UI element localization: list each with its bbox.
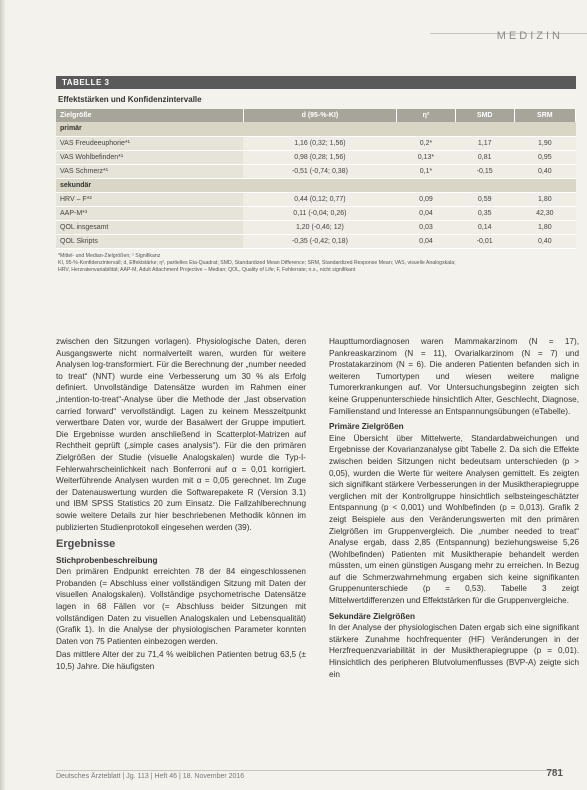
table-row [56, 192, 576, 206]
table-cell: 0,2* [397, 136, 455, 150]
paragraph: Eine Übersicht über Mittelwerte, Standardabweichungen und Ergebnisse der Kovarianzanalyse gibt Tabelle 2. Da sich die Effekte zwischen beiden Sitzungen nicht bedeutsam unterschieden (p > 0,05), wurden die Werte für weitere Analysen gemittelt. Es zeigten sich signifikant stärkere Verbesserungen in der Musiktherapiegruppe verglichen mit der Kontrollgruppe hinsichtlich selbsteingeschätzter Entspannung (p < 0,001) und Wohlbefinden (p = 0,013). Grafik 2 zeigt Beispiele aus den Veränderungswerten mit den primären Zielgrößen im Gruppenvergleich. Die „number needed to treat“ Analyse ergab, dass 2,85 (Entspannung) beziehungsweise 5,26 (Wohlbefinden) Patienten mit Musiktherapie behandelt werden müssten, um einen günstigen Ausgang mehr zu erreichen. In Bezug auf die Schmerzwahrnehmung ergaben sich keine signifikanten Gruppenunterschiede (p = 0,53). Tabelle 3 zeigt Mittelwertdifferenzen und Effektstärken für die Gruppenvergleiche. [329, 433, 579, 606]
col-header: SMD [455, 109, 514, 122]
subheading: Sekundäre Zielgrößen [329, 611, 415, 621]
table-cell: -0,51 (-0,74; 0,38) [243, 164, 397, 178]
table-cell: 0,98 (0,28; 1,56) [243, 150, 397, 164]
table-cell: 1,90 [514, 136, 575, 150]
paragraph: Haupttumordiagnosen waren Mammakarzinom (N = 17), Pankreaskarzinom (N = 11), Ovarialkarzinom (N = 7) und Prostatakarzinom (N = 6). Die anderen Patienten befanden sich in weiteren Tumortypen und wiesen weitere maligne Tumorerkrankungen auf. Vor Untersuchungsbeginn zeigten sich keine Gruppenunterschiede hinsichtlich Alter, Geschlecht, Diagnose, Familienstand und Interesse an Entspannungsübungen (eTabelle). [329, 337, 579, 416]
section-heading: Ergebnisse [56, 538, 116, 551]
col-header: d (95-%-KI) [243, 109, 397, 122]
table-cell: 1,20 (-0,46; 12) [243, 220, 397, 234]
table-group-row [56, 122, 576, 136]
table-cell: 0,11 (-0,04; 0,26) [243, 206, 397, 220]
table-cell: VAS Wohlbefinden*¹ [56, 150, 243, 164]
paragraph: Den primären Endpunkt erreichten 78 der 84 eingeschlossenen Probanden (= Abschluss einer vollständigen Sitzung mit Daten der visuellen Analogskalen). Vollständige psychometrische Datensätze lagen in 68 Fällen vor (= Abschluss beider Sitzungen mit vollständigen Daten zu visuellen Analogskalen und Lebensqualität) (Grafik 1). In die Analyse der physiologischen Parameter konnten Daten von 75 Patienten einbezogen werden. [56, 567, 306, 646]
table-cell: 0,95 [514, 150, 575, 164]
table-cell: 0,14 [455, 220, 514, 234]
effect-size-table [56, 109, 576, 249]
col-header: Zielgröße [56, 109, 243, 122]
table-cell: HRV – F*² [56, 192, 243, 206]
table-cell: QOL insgesamt [56, 220, 243, 234]
table-cell: 0,04 [397, 206, 455, 220]
table-cell: VAS Freudeeuphorie*¹ [56, 136, 243, 150]
footnote: KI, 95-%-Konfidenzintervall; d, Effektstärke; η², partielles Eta-Quadrat; SMD, Standardized Mean Difference; SRM, Standardized Response Mean; VAS, visuelle Analogskala; [58, 259, 456, 266]
table-row [56, 136, 576, 150]
table-tag: TABELLE 3 [56, 76, 576, 89]
table-cell: 1,16 (0,32; 1,56) [243, 136, 397, 150]
table-cell: 0,81 [455, 150, 514, 164]
page-gutter-shadow [0, 0, 6, 790]
col-header: SRM [514, 109, 575, 122]
table-cell: 0,04 [397, 234, 455, 248]
table-group-row [56, 178, 576, 192]
table-cell: AAP-M*³ [56, 206, 243, 220]
table-cell: -0,01 [455, 234, 514, 248]
footnote: *Mittel- und Median-Zielgrößen; ¹ Signifikanz [58, 252, 161, 259]
table-cell: -0,15 [455, 164, 514, 178]
table-cell: 42,30 [514, 206, 575, 220]
table-cell: 1,17 [455, 136, 514, 150]
paragraph: In der Analyse der physiologischen Daten ergab sich eine signifikant stärkere Zunahme hochfrequenter (HF) Veränderungen in der Herzfrequenzvariabilität in der Musiktherapiegruppe (p = 0,01). Hinsichtlich des peripheren Blutvolumenflusses (BVP-A) zeigte sich ein [329, 623, 579, 679]
table-row [56, 164, 576, 178]
table-caption: Effektstärken und Konfidenzintervalle [58, 95, 202, 104]
paragraph: zwischen den Sitzungen vorlagen). Physiologische Daten, deren Ausgangswerte nicht normalverteilt waren, wurden für weitere Analysen log-transformiert. Für die Berechnung der „number needed to treat“ (NNT) wurde eine Verbesserung um 30 % als Erfolg definiert. Unvollständige Datensätze wurden im Rahmen einer „intention-to-treat“-Analyse über die Methode der „last observation carried forward“ vervollständigt. Lagen zu keinem Messzeitpunkt verwertbare Daten vor, wurde der Basalwert der Gruppe imputiert. Die Ergebnisse wurden anschließend in Scatterplot-Matrizen auf Rechtheit geprüft („simple cases analysis“). Für die den primären Zielgrößen der Studie (visuelle Analogskalen) wurde die Typ-I-Fehlerwahrscheinlichkeit nach Bonferroni auf α = 0,01 korrigiert. Weiterführende Analysen wurden mit α = 0,05 gerechnet. Im Zuge der Datenauswertung wurden die Softwarepakete R (Version 3.1) und IBM SPSS Statistics 20 zum Einsatz. Die Fallzahlberechnung sowie weitere Details zur hier beschriebenen Methodik können im publizierten Studienprotokoll eingesehen werden (39). [56, 337, 306, 532]
table-row [56, 206, 576, 220]
table-cell: 0,1* [397, 164, 455, 178]
table-cell: 1,80 [514, 192, 575, 206]
footnote: HRV, Herzratenvariabilität; AAP-M, Adult Attachment Projective – Median; QOL, Quality of Life; F, Fehlerrate; n.s., nicht signifikant [58, 266, 356, 273]
table-cell: 0,59 [455, 192, 514, 206]
journal-citation: Deutsches Ärzteblatt | Jg. 113 | Heft 46 | 18. November 2016 [56, 773, 245, 780]
col-header: η² [397, 109, 455, 122]
table-cell: QOL Skripts [56, 234, 243, 248]
table-cell: 0,09 [397, 192, 455, 206]
table-header-row [56, 109, 576, 122]
table-row [56, 220, 576, 234]
section-label: MEDIZIN [496, 30, 563, 42]
table-footnotes [56, 253, 576, 274]
table-cell: 0,13* [397, 150, 455, 164]
table-cell: 0,40 [514, 164, 575, 178]
footer-rule [56, 770, 563, 771]
subheading: Primäre Zielgrößen [329, 422, 404, 432]
text-column-left [56, 336, 306, 675]
text-column-right [329, 336, 579, 682]
table-cell: 0,35 [455, 206, 514, 220]
table-row [56, 234, 576, 248]
table-cell: 0,03 [397, 220, 455, 234]
table-cell: 1,80 [514, 220, 575, 234]
table-cell: 0,44 (0,12; 0,77) [243, 192, 397, 206]
table-3 [56, 76, 576, 274]
table-cell: -0,35 (-0,42; 0,18) [243, 234, 397, 248]
page-number: 781 [546, 768, 563, 779]
table-cell: 0,40 [514, 234, 575, 248]
table-row [56, 150, 576, 164]
group-label: sekundär [56, 178, 576, 192]
subheading: Stichprobenbeschreibung [56, 555, 158, 565]
table-cell: VAS Schmerz*¹ [56, 164, 243, 178]
paragraph: Das mittlere Alter der zu 71,4 % weiblichen Patienten betrug 63,5 (± 10,5) Jahre. Die häufigsten [56, 650, 306, 672]
group-label: primär [56, 122, 576, 136]
